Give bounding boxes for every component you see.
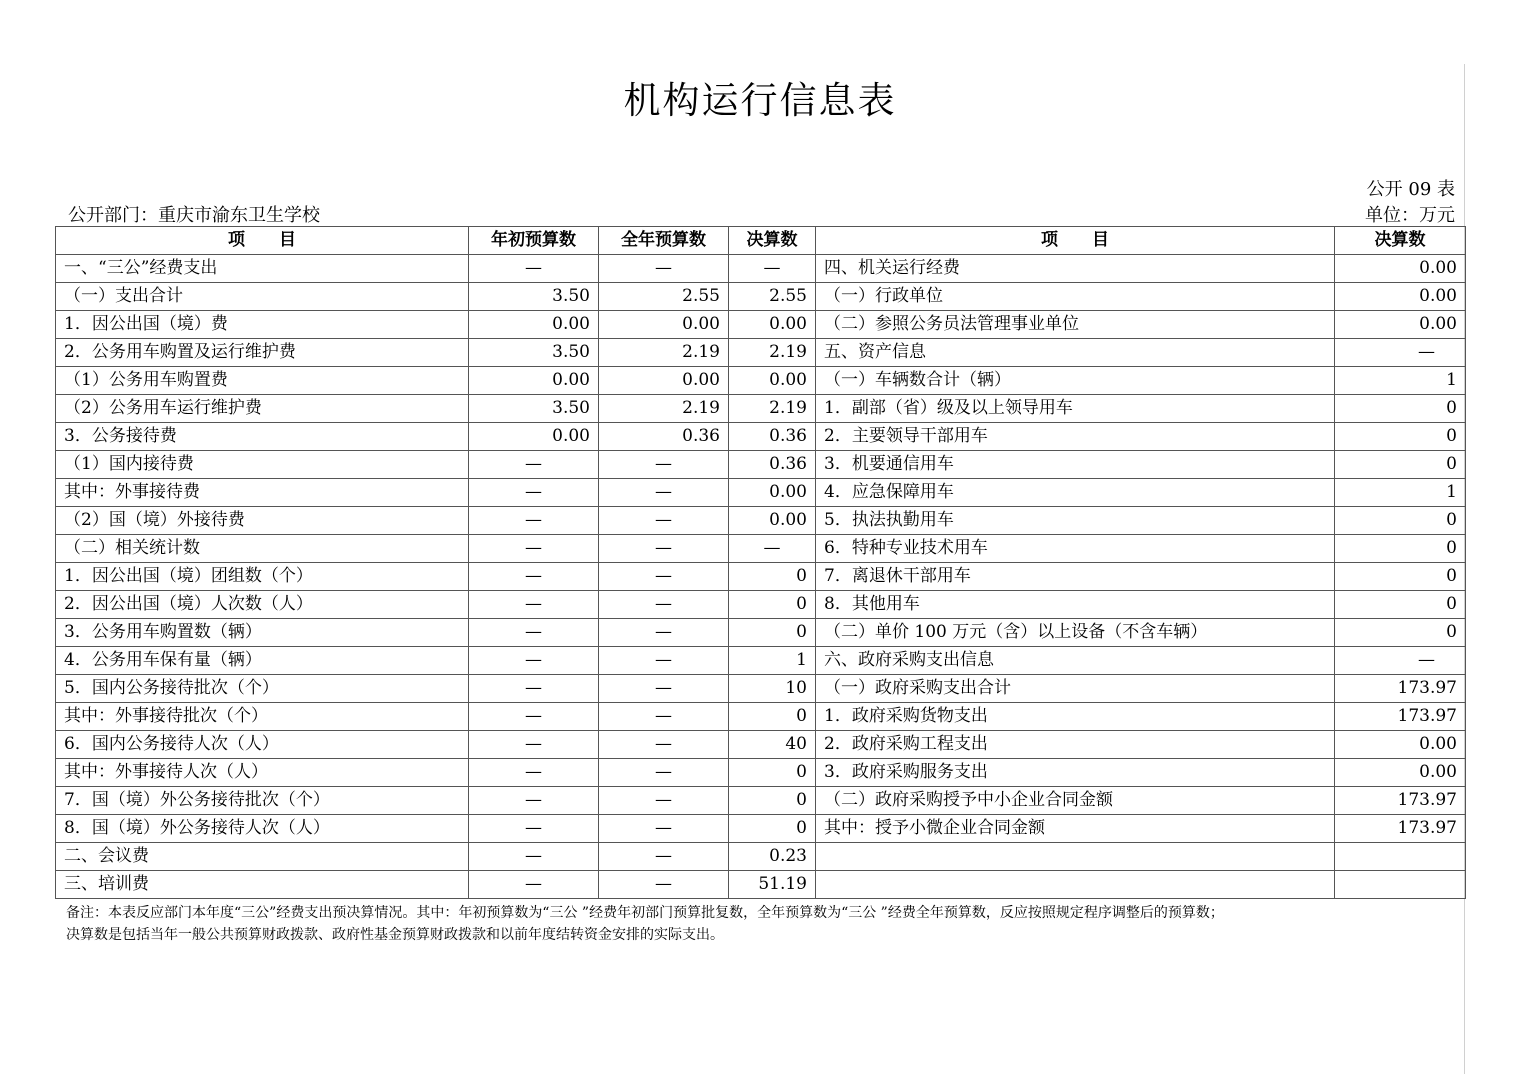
right-final-cell: 173.97 <box>1335 815 1466 843</box>
annual-budget-cell: — <box>599 255 729 283</box>
table-row <box>56 815 1466 843</box>
left-item: 5．国内公务接待批次（个） <box>56 675 469 703</box>
final-cell: 0.36 <box>729 423 816 451</box>
final-cell: 40 <box>729 731 816 759</box>
right-final-cell: 0 <box>1335 395 1466 423</box>
left-item: （1）公务用车购置费 <box>56 367 469 395</box>
final-cell: — <box>729 255 816 283</box>
header-final: 决算数 <box>729 227 816 255</box>
annual-budget-cell: 2.19 <box>599 339 729 367</box>
left-item: （2）国（境）外接待费 <box>56 507 469 535</box>
right-item: 六、政府采购支出信息 <box>816 647 1335 675</box>
annual-budget-cell: — <box>599 451 729 479</box>
final-cell: 0.23 <box>729 843 816 871</box>
right-item: （一）车辆数合计（辆） <box>816 367 1335 395</box>
initial-budget-cell: — <box>469 815 599 843</box>
final-cell: 2.19 <box>729 395 816 423</box>
footnote <box>66 902 1466 946</box>
left-item: 二、会议费 <box>56 843 469 871</box>
annual-budget-cell: — <box>599 787 729 815</box>
table-row <box>56 619 1466 647</box>
left-item: （1）国内接待费 <box>56 451 469 479</box>
annual-budget-cell: — <box>599 871 729 899</box>
final-cell: 51.19 <box>729 871 816 899</box>
initial-budget-cell: — <box>469 675 599 703</box>
left-item: 一、“三公”经费支出 <box>56 255 469 283</box>
right-item: （一）行政单位 <box>816 283 1335 311</box>
annual-budget-cell: — <box>599 647 729 675</box>
right-final-cell <box>1335 871 1466 899</box>
initial-budget-cell: — <box>469 451 599 479</box>
annual-budget-cell: — <box>599 591 729 619</box>
right-item <box>816 871 1335 899</box>
table-row <box>56 787 1466 815</box>
initial-budget-cell: 3.50 <box>469 395 599 423</box>
right-item: （二）单价 100 万元（含）以上设备（不含车辆） <box>816 619 1335 647</box>
initial-budget-cell: — <box>469 591 599 619</box>
final-cell: 0 <box>729 619 816 647</box>
annual-budget-cell: — <box>599 815 729 843</box>
table-row <box>56 591 1466 619</box>
left-item: 7．国（境）外公务接待批次（个） <box>56 787 469 815</box>
left-item: 其中：外事接待人次（人） <box>56 759 469 787</box>
initial-budget-cell: 0.00 <box>469 367 599 395</box>
annual-budget-cell: 0.00 <box>599 367 729 395</box>
initial-budget-cell: 3.50 <box>469 339 599 367</box>
left-item: 3．公务用车购置数（辆） <box>56 619 469 647</box>
department-label: 公开部门：重庆市渝东卫生学校 <box>68 205 320 226</box>
final-cell: 0.36 <box>729 451 816 479</box>
table-row <box>56 563 1466 591</box>
right-final-cell: 0.00 <box>1335 311 1466 339</box>
table-row <box>56 283 1466 311</box>
left-item: （一）支出合计 <box>56 283 469 311</box>
header-item: 项 目 <box>56 227 469 255</box>
annual-budget-cell: — <box>599 703 729 731</box>
table-row <box>56 675 1466 703</box>
table-row <box>56 339 1466 367</box>
initial-budget-cell: — <box>469 507 599 535</box>
right-item: 1．政府采购货物支出 <box>816 703 1335 731</box>
right-item: 2．政府采购工程支出 <box>816 731 1335 759</box>
table-row <box>56 255 1466 283</box>
initial-budget-cell: — <box>469 255 599 283</box>
right-item: 2．主要领导干部用车 <box>816 423 1335 451</box>
initial-budget-cell: — <box>469 479 599 507</box>
annual-budget-cell: — <box>599 563 729 591</box>
initial-budget-cell: — <box>469 759 599 787</box>
final-cell: 0.00 <box>729 507 816 535</box>
right-final-cell: 173.97 <box>1335 675 1466 703</box>
right-final-cell: 173.97 <box>1335 787 1466 815</box>
table-row <box>56 871 1466 899</box>
left-item: （2）公务用车运行维护费 <box>56 395 469 423</box>
right-item: 3．政府采购服务支出 <box>816 759 1335 787</box>
right-final-cell: 0 <box>1335 507 1466 535</box>
annual-budget-cell: — <box>599 619 729 647</box>
left-item: 4．公务用车保有量（辆） <box>56 647 469 675</box>
table-row <box>56 395 1466 423</box>
right-item: 7．离退休干部用车 <box>816 563 1335 591</box>
header-initial-budget: 年初预算数 <box>469 227 599 255</box>
right-item: （二）参照公务员法管理事业单位 <box>816 311 1335 339</box>
final-cell: — <box>729 535 816 563</box>
final-cell: 2.55 <box>729 283 816 311</box>
final-cell: 0 <box>729 591 816 619</box>
left-item: 其中：外事接待批次（个） <box>56 703 469 731</box>
left-item: 8．国（境）外公务接待人次（人） <box>56 815 469 843</box>
annual-budget-cell: — <box>599 507 729 535</box>
page-title: 机构运行信息表 <box>623 79 897 122</box>
table-row <box>56 451 1466 479</box>
final-cell: 0.00 <box>729 367 816 395</box>
final-cell: 1 <box>729 647 816 675</box>
annual-budget-cell: — <box>599 675 729 703</box>
unit-label: 单位：万元 <box>1365 205 1455 226</box>
right-final-cell: 173.97 <box>1335 703 1466 731</box>
right-item: 4．应急保障用车 <box>816 479 1335 507</box>
annual-budget-cell: 2.19 <box>599 395 729 423</box>
annual-budget-cell: — <box>599 843 729 871</box>
right-final-cell: 0.00 <box>1335 759 1466 787</box>
right-item: 1．副部（省）级及以上领导用车 <box>816 395 1335 423</box>
initial-budget-cell: — <box>469 871 599 899</box>
footnote-line-2: 决算数是包括当年一般公共预算财政拨款、政府性基金预算财政拨款和以前年度结转资金安排的实际支出。 <box>66 927 724 943</box>
annual-budget-cell: — <box>599 535 729 563</box>
annual-budget-cell: — <box>599 479 729 507</box>
right-final-cell: — <box>1335 339 1466 367</box>
right-item: 五、资产信息 <box>816 339 1335 367</box>
left-item: 三、培训费 <box>56 871 469 899</box>
initial-budget-cell: — <box>469 647 599 675</box>
final-cell: 0 <box>729 815 816 843</box>
right-item <box>816 843 1335 871</box>
initial-budget-cell: 0.00 <box>469 311 599 339</box>
right-final-cell: 1 <box>1335 367 1466 395</box>
table-row <box>56 423 1466 451</box>
left-item: 6．国内公务接待人次（人） <box>56 731 469 759</box>
initial-budget-cell: 3.50 <box>469 283 599 311</box>
final-cell: 2.19 <box>729 339 816 367</box>
final-cell: 10 <box>729 675 816 703</box>
right-final-cell: 0 <box>1335 451 1466 479</box>
right-item: （一）政府采购支出合计 <box>816 675 1335 703</box>
right-final-cell: 0 <box>1335 619 1466 647</box>
header-final-right: 决算数 <box>1335 227 1466 255</box>
annual-budget-cell: 0.00 <box>599 311 729 339</box>
annual-budget-cell: — <box>599 759 729 787</box>
annual-budget-cell: — <box>599 731 729 759</box>
left-item: （二）相关统计数 <box>56 535 469 563</box>
annual-budget-cell: 0.36 <box>599 423 729 451</box>
right-final-cell: 0 <box>1335 423 1466 451</box>
right-final-cell <box>1335 843 1466 871</box>
right-item: 四、机关运行经费 <box>816 255 1335 283</box>
table-row <box>56 311 1466 339</box>
left-item: 1．因公出国（境）费 <box>56 311 469 339</box>
left-item: 2．因公出国（境）人次数（人） <box>56 591 469 619</box>
right-item: 6．特种专业技术用车 <box>816 535 1335 563</box>
form-number: 公开 09 表 <box>1366 179 1455 200</box>
right-item: 5．执法执勤用车 <box>816 507 1335 535</box>
table-row <box>56 535 1466 563</box>
initial-budget-cell: 0.00 <box>469 423 599 451</box>
initial-budget-cell: — <box>469 843 599 871</box>
final-cell: 0.00 <box>729 311 816 339</box>
right-final-cell: 0.00 <box>1335 255 1466 283</box>
left-item: 2．公务用车购置及运行维护费 <box>56 339 469 367</box>
table-row <box>56 843 1466 871</box>
final-cell: 0 <box>729 759 816 787</box>
final-cell: 0 <box>729 563 816 591</box>
right-final-cell: 0 <box>1335 591 1466 619</box>
right-item: 3．机要通信用车 <box>816 451 1335 479</box>
right-item: 其中：授予小微企业合同金额 <box>816 815 1335 843</box>
table-header-row <box>56 227 1466 255</box>
table-row <box>56 703 1466 731</box>
left-item: 1．因公出国（境）团组数（个） <box>56 563 469 591</box>
left-item: 其中：外事接待费 <box>56 479 469 507</box>
right-final-cell: 0 <box>1335 535 1466 563</box>
table-row <box>56 759 1466 787</box>
info-table <box>55 226 1466 899</box>
right-final-cell: 0.00 <box>1335 731 1466 759</box>
final-cell: 0 <box>729 787 816 815</box>
table-row <box>56 479 1466 507</box>
initial-budget-cell: — <box>469 731 599 759</box>
table-row <box>56 647 1466 675</box>
right-final-cell: 1 <box>1335 479 1466 507</box>
initial-budget-cell: — <box>469 535 599 563</box>
header-annual-budget: 全年预算数 <box>599 227 729 255</box>
initial-budget-cell: — <box>469 787 599 815</box>
right-final-cell: 0.00 <box>1335 283 1466 311</box>
final-cell: 0 <box>729 703 816 731</box>
table-row <box>56 507 1466 535</box>
final-cell: 0.00 <box>729 479 816 507</box>
table-row <box>56 731 1466 759</box>
right-final-cell: 0 <box>1335 563 1466 591</box>
footnote-line-1: 备注：本表反应部门本年度“三公”经费支出预决算情况。其中：年初预算数为“三公 ”经费年初部门预算批复数，全年预算数为“三公 ”经费全年预算数，反应按照规定程序调整后的预算数； <box>66 905 1224 921</box>
initial-budget-cell: — <box>469 619 599 647</box>
initial-budget-cell: — <box>469 563 599 591</box>
right-item: 8．其他用车 <box>816 591 1335 619</box>
left-item: 3．公务接待费 <box>56 423 469 451</box>
initial-budget-cell: — <box>469 703 599 731</box>
annual-budget-cell: 2.55 <box>599 283 729 311</box>
right-item: （二）政府采购授予中小企业合同金额 <box>816 787 1335 815</box>
table-row <box>56 367 1466 395</box>
right-final-cell: — <box>1335 647 1466 675</box>
header-item-right: 项 目 <box>816 227 1335 255</box>
